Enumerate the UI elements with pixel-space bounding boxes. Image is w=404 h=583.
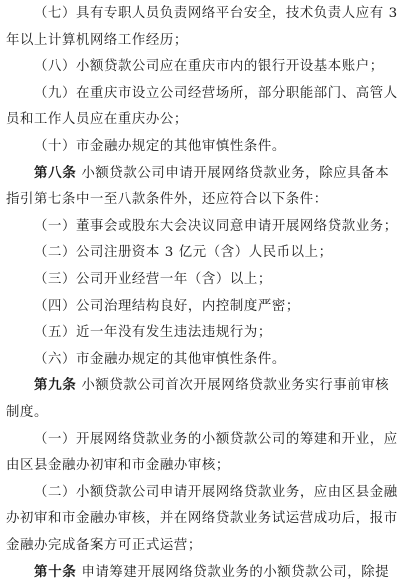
article-9-item-2-line-3: 金融办完成备案方可正式运营； (6, 538, 202, 553)
article-10-label: 第十条 (34, 565, 77, 580)
article-9-line-2: 制度。 (6, 405, 48, 420)
clause-10-line-1: （十）市金融办规定的其他审慎性条件。 (34, 139, 286, 154)
article-8-item-1: （一）董事会或股东大会决议同意申请开展网络贷款业务； (34, 219, 398, 234)
article-8-item-3: （三）公司开业经营一年（含）以上； (34, 272, 272, 287)
article-8-label: 第八条 (34, 166, 77, 181)
article-9-item-1-line-1: （一）开展网络贷款业务的小额贷款公司的筹建和开业，应 (34, 432, 398, 447)
article-8-item-4: （四）公司治理结构良好，内控制度严密； (34, 299, 300, 314)
article-8-line-2: 指引第七条中一至八款条件外，还应符合以下条件： (6, 192, 328, 207)
article-9-line-1 (34, 376, 398, 396)
clause-7-line-1: （七）具有专职人员负责网络平台安全，技术负责人应有 3 (34, 6, 398, 21)
article-8-item-6: （六）市金融办规定的其他审慎性条件。 (34, 352, 286, 367)
article-8-text: 小额贷款公司申请开展网络贷款业务，除应具备本 (81, 166, 390, 181)
clause-7-line-2: 年以上计算机网络工作经历； (6, 33, 188, 48)
clause-9-line-1: （九）在重庆市设立公司经营场所，部分职能部门、高管人 (34, 86, 398, 101)
article-10-text: 申请筹建开展网络贷款业务的小额贷款公司，除提 (81, 565, 390, 580)
clause-8-line-1: （八）小额贷款公司应在重庆市内的银行开设基本账户； (34, 59, 384, 74)
article-9-text: 小额贷款公司首次开展网络贷款业务实行事前审核 (81, 378, 390, 393)
article-9-item-2-line-2: 办初审和市金融办审核，并在网络贷款业务试运营成功后，报市 (6, 511, 398, 526)
clause-9-line-2: 员和工作人员应在重庆办公； (6, 112, 188, 127)
article-8-line-1 (34, 164, 398, 184)
article-8-item-5: （五）近一年没有发生违法违规行为； (34, 325, 272, 340)
article-9-label: 第九条 (34, 378, 77, 393)
article-9-item-2-line-1: （二）小额贷款公司申请开展网络贷款业务，应由区县金融 (34, 485, 398, 500)
article-9-item-1-line-2: 由区县金融办初审和市金融办审核； (6, 458, 230, 473)
article-8-item-2: （二）公司注册资本 3 亿元（含）人民币以上； (34, 245, 333, 260)
article-10-line-1 (34, 563, 398, 583)
